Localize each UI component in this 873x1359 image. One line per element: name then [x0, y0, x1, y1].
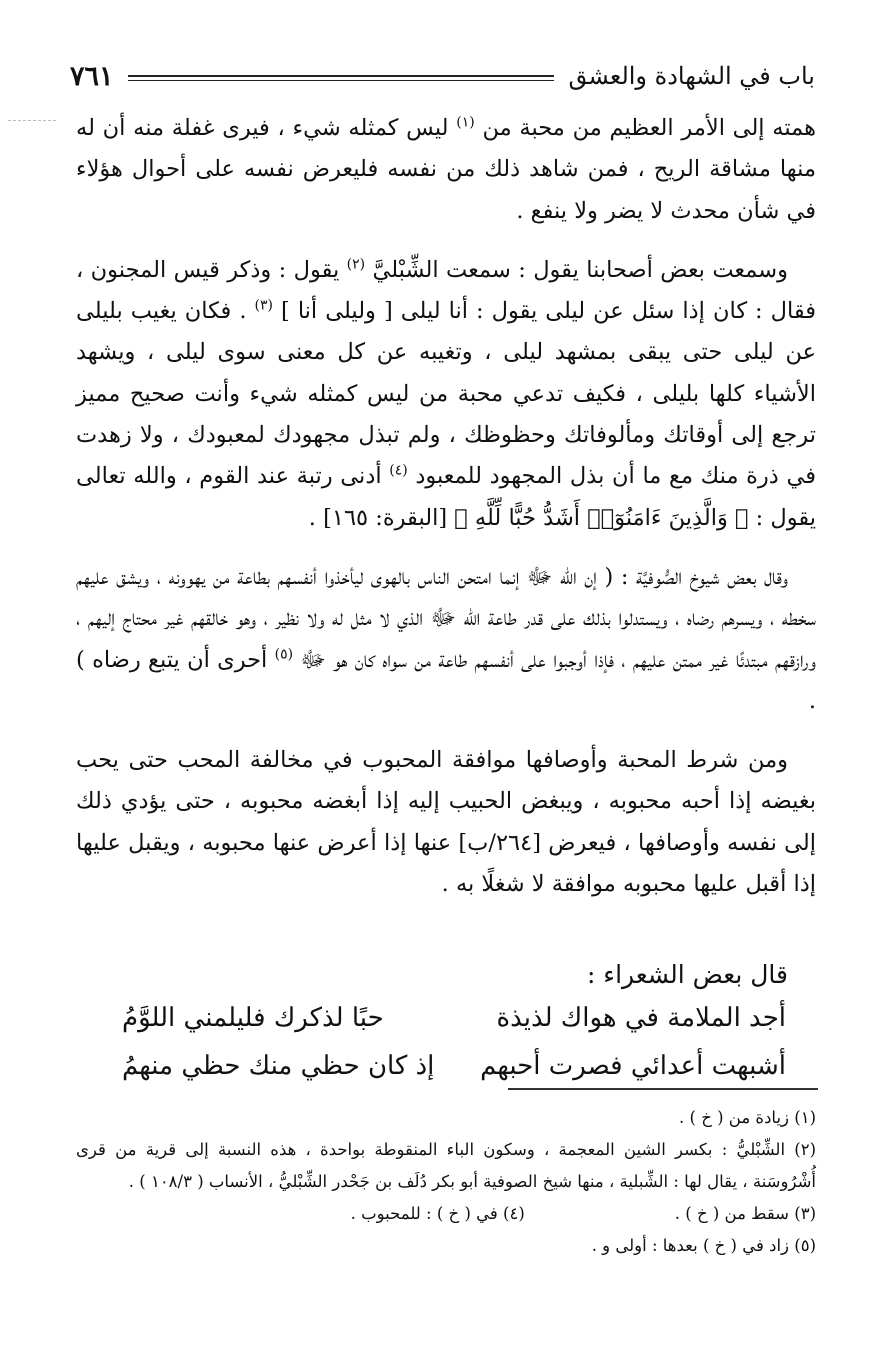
- page-number: ٧٦١: [70, 60, 114, 92]
- main-text: [76, 108, 816, 923]
- paragraph-2: [76, 250, 816, 539]
- paragraph-2-text-a: وسمعت بعض أصحابنا يقول : سمعت الشِّبْليَّ: [372, 256, 788, 283]
- poem: [76, 960, 816, 1099]
- footnote-ref-1: (١): [456, 114, 475, 131]
- paragraph-1-text-a: همته إلى الأمر العظيم من محبة من: [482, 115, 817, 141]
- poem-intro: قال بعض الشعراء :: [586, 960, 788, 989]
- footnote-ref-2: (٢): [346, 256, 366, 273]
- chapter-title: باب في الشهادة والعشق: [568, 62, 815, 90]
- footnote-3: (٣) سقط من ( خ ) .: [674, 1204, 816, 1223]
- verse-line: [76, 1003, 816, 1033]
- footnote-row: [76, 1198, 816, 1230]
- footnote-1: (١) زيادة من ( خ ) .: [679, 1108, 816, 1127]
- paragraph-2-text-d: أدنى رتبة عند القوم ، والله تعالى يقول : ﴿ وَالَّذِينَ ءَامَنُوٓا۟ أَشَدُّ حُبًّا لِّلَّهِ ﴾ [البقرة: ١٦٥] .: [76, 463, 816, 531]
- footnote-4: (٤) في ( خ ) : للمحبوب .: [350, 1204, 525, 1223]
- paragraph-4: ومن شرط المحبة وأوصافها موافقة المحبوب في مخالفة المحب حتى يحب بغيضه إذا أحبه محبوبه ، ويبغض الحبيب إليه إذا أبغضه محبوبه ، حتى يؤدي ذلك إلى نفسه وأوصافها ، فيعرض [٢٦٤/ب] عنها إذا أعرض عنها محبوبه ، ويقبل عليها إذا أقبل عليها محبوبه موافقة لا شغلًا به .: [76, 747, 816, 898]
- paragraph-1-text-b: ليس كمثله شيء ، فيرى غفلة منه أن له منها مشاقة الريح ، فمن شاهد ذلك من نفسه فليعرض نفسه على أحوال هؤلاء في شأن محدث لا يضر ولا ينفع .: [76, 115, 816, 224]
- verse-second-hemistich: حبًا لذكرك فليلمني اللوَّمُ: [122, 1003, 384, 1033]
- footnote-separator: [508, 1088, 818, 1090]
- running-header: [70, 58, 815, 94]
- paragraph-3: [76, 557, 816, 722]
- verse-second-hemistich: إذ كان حظي منك حظي منهمُ: [122, 1051, 435, 1081]
- footnote-ref-5: (٥): [274, 646, 294, 663]
- verse-line: [76, 1051, 816, 1081]
- paragraph-2-text-c: . فكان يغيب بليلى عن ليلى حتى يبقى بمشهد ليلى ، وتغيبه عن كل معنى سوى ليلى ، ويشهد الأشياء كلها بليلى ، فكيف تدعي محبة من ليس كمثله شيء وأنت صحيح مميز ترجع إلى أوقاتك ومألوفاتك وحظوظك ، ولم تبذل مجهودك لمعبودك ، ولا زهدت في ذرة منك مع ما أن بذل المجهود للمعبود: [76, 298, 816, 490]
- paragraph-2-text-b: يقول : وذكر قيس المجنون ، فقال : كان إذا سئل عن ليلى يقول : أنا ليلى [ وليلى أنا ]: [76, 256, 817, 325]
- header-rule: [128, 75, 555, 81]
- paragraph-3-text-b: أحرى أن يتبع رضاه ) .: [76, 646, 816, 714]
- footnote-ref-4: (٤): [389, 462, 408, 479]
- footnote-5: (٥) زاد في ( خ ) بعدها : أولى و .: [591, 1236, 816, 1255]
- verse-first-hemistich: أشبهت أعدائي فصرت أحبهم: [480, 1051, 786, 1081]
- footnote-2: (٢) الشِّبْليُّ : بكسر الشين المعجمة ، وسكون الباء المنقوطة بواحدة ، هذه النسبة إلى قرية من قرى أُشْرُوسَنة ، يقال لها : الشِّبلية ، منها شيخ الصوفية أبو بكر دُلَف بن جَحْدر الشِّبْليُّ ، الأنساب ( ١٠٨/٣ ) .: [76, 1140, 816, 1191]
- footnotes: [76, 1102, 816, 1262]
- paragraph-3-text-a: وقال بعض شيوخ الصُّوفيَّة : ( إن الله ﷻ إنما امتحن الناس بالهوى ليأخذوا أنفسهم بطاعة من يهوونه ، ويشق عليهم سخطه ، ويسرهم رضاه ، ويستدلوا بذلك على قدر طاعة الله ﷻ الذي لا مثل له ولا نظير ، وهو خالقهم غير محتاج إليهم ، ورازقهم مبتدئًا غير ممتن عليهم ، فإذا أوجبوا على أنفسهم طاعة من سواه كان هو ﷻ: [76, 563, 817, 673]
- footnote-ref-3: (٣): [254, 297, 273, 314]
- margin-mark: [8, 120, 56, 121]
- paragraph-1: [76, 108, 816, 232]
- verse-first-hemistich: أجد الملامة في هواك لذيذة: [496, 1003, 786, 1033]
